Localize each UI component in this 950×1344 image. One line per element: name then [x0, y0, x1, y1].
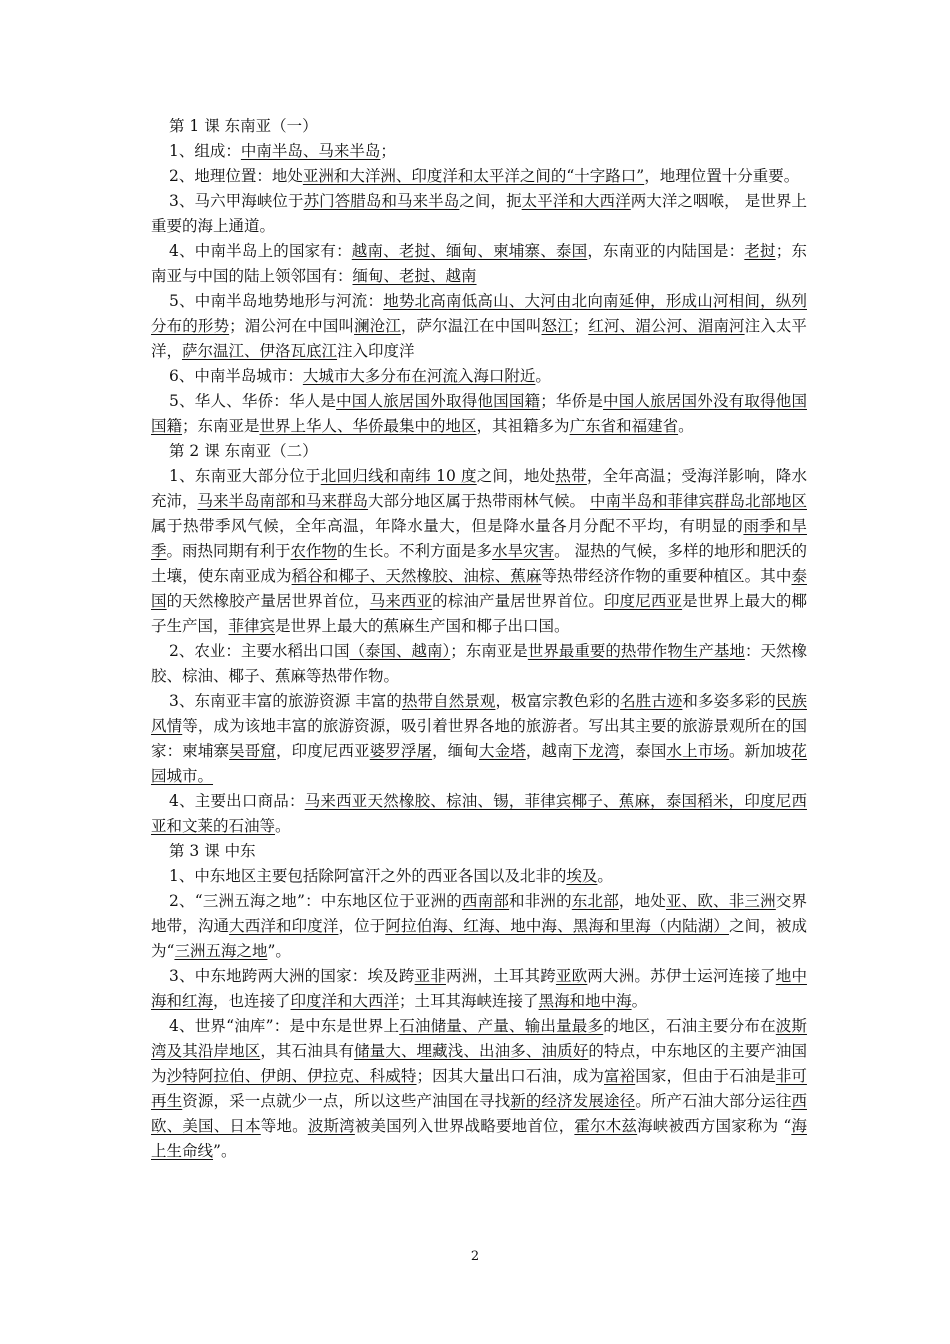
- lesson-paragraph: [151, 789, 807, 839]
- key-term: 地势北高南低高山、大河由北向南延伸，形成山河相间，纵列分布的形势: [151, 292, 807, 335]
- lesson-paragraph: [151, 689, 807, 789]
- text-run: ，越南: [525, 742, 573, 760]
- key-term: 中国人旅居国外取得他国国籍: [336, 392, 541, 410]
- text-run: 1、东南亚大部分位于: [169, 467, 321, 485]
- text-run: 和非洲的: [509, 892, 572, 910]
- key-term: 波斯湾及其沿岸地区: [151, 1017, 807, 1060]
- text-run: 。: [631, 992, 648, 1010]
- key-term: 太平洋和大西洋: [521, 192, 631, 210]
- key-term: 马来西亚: [369, 592, 433, 610]
- text-run: ，其石油具有: [260, 1042, 355, 1060]
- key-term: 老挝: [744, 242, 776, 260]
- lesson-paragraph: [151, 364, 807, 389]
- lesson-paragraph: [151, 864, 807, 889]
- text-run: 是世界上最大的蕉麻生产国和椰子出口国。: [275, 617, 570, 635]
- text-run: 。新加坡: [728, 742, 792, 760]
- text-run: ，全年高温；受海洋影响，降水充沛，: [151, 467, 807, 510]
- key-term: 越南、老挝、缅甸、柬埔寨、泰国: [351, 242, 588, 260]
- key-term: 马来西亚天然橡胶、棕油、锡，菲律宾椰子、蕉麻，泰国稻米，印度尼西亚和文莱的石油等: [151, 792, 807, 835]
- key-term: 热带: [555, 467, 587, 485]
- key-term: 非可再生: [151, 1067, 807, 1110]
- key-term: 大城市大多分布在河流入海口附近: [302, 367, 536, 385]
- text-run: 2、地理位置：地处: [169, 167, 303, 185]
- text-run: 属于热带季风气候，全年高温，年降水量大，但是降水量各月分配不平均，有明显的: [151, 517, 744, 535]
- text-run: 等热带经济作物的重要种植区。其中: [541, 567, 792, 585]
- text-run: 海峡被西方国家称为 “: [637, 1117, 792, 1135]
- key-term: 大西洋和印度洋: [229, 917, 339, 935]
- key-term: 西南部: [461, 892, 510, 910]
- text-run: 2、“三洲五海之地”：中东地区位于亚洲的: [169, 892, 462, 910]
- key-term: 亚洲和大洋洲、印度洋和太平洋之间的“十字路口”: [302, 167, 645, 185]
- text-run: 大部分地区属于热带雨林气候。: [368, 492, 590, 510]
- text-run: 交界地带，沟通: [151, 892, 807, 935]
- text-run: 4、世界“油库”：是中东是世界上: [169, 1017, 400, 1035]
- text-run: 的特点，中东地区的主要产油国为: [151, 1042, 807, 1085]
- text-run: 两大洲。苏伊士运河连接了: [587, 967, 776, 985]
- text-run: 。 湿热的气候，多样的地形和肥沃的土壤，使东南亚成为: [151, 542, 808, 585]
- text-run: 的天然橡胶产量居世界首位，: [166, 592, 370, 610]
- lesson-paragraph: [151, 1014, 807, 1164]
- key-term: 婆罗浮屠: [369, 742, 433, 760]
- key-term: 富裕: [603, 1067, 636, 1085]
- text-run: 是世界上最大的椰子生产国，: [151, 592, 807, 635]
- key-term: 红河、湄公河、湄南河: [588, 317, 745, 335]
- text-run: 1、中东地区主要包括除阿富汗之外的西亚各国以及北非的: [169, 867, 567, 885]
- text-run: 3、马六甲海峡位于: [169, 192, 304, 210]
- key-term: （泰国、越南）: [349, 642, 451, 660]
- text-run: 。: [535, 367, 551, 385]
- text-run: 等地。: [260, 1117, 308, 1135]
- text-run: 4、主要出口商品：: [169, 792, 305, 810]
- text-run: ：天然橡胶、棕油、椰子、蕉麻等热带作物。: [151, 642, 807, 685]
- key-term: 民族风情: [151, 692, 807, 735]
- key-term: 广东省和福建省: [569, 417, 679, 435]
- text-run: 国家，但由于石油是: [635, 1067, 776, 1085]
- text-run: 和多姿多彩的: [682, 692, 776, 710]
- text-run: 被美国列入世界战略要地首位，: [354, 1117, 575, 1135]
- text-run: ，其祖籍多为: [476, 417, 570, 435]
- lesson-paragraph: [151, 239, 807, 289]
- text-run: ；土耳其海峡连接了: [399, 992, 539, 1010]
- key-term: 大金塔: [479, 742, 526, 760]
- text-run: 5、华人、华侨：华人是: [169, 392, 337, 410]
- lesson-paragraph: [151, 289, 807, 364]
- text-run: 6、中南半岛城市：: [169, 367, 303, 385]
- key-term: 西欧、美国、日本: [151, 1092, 807, 1135]
- lesson-paragraph: [151, 164, 807, 189]
- text-run: 之间，被成为“: [151, 917, 807, 960]
- text-run: 。: [678, 417, 694, 435]
- text-run: 等，成为该地丰富的旅游资源，吸引着世界各地的旅游者。写出其主要的旅游景观所在的国家：柬埔寨: [151, 717, 807, 760]
- text-run: 注入太平洋，: [151, 317, 807, 360]
- page-number: 2: [470, 1249, 480, 1264]
- text-run: 之间，地处: [476, 467, 556, 485]
- text-run: ，极富宗教色彩的: [495, 692, 621, 710]
- key-term: 中南半岛、马来半岛: [240, 142, 381, 160]
- text-run: 两大洋之咽喉， 是世界上重要的海上通道。: [151, 192, 807, 235]
- text-run: ，缅甸: [432, 742, 480, 760]
- lesson-heading: 第 1 课 东南亚（一）: [169, 117, 318, 135]
- key-term: 世界最重要的热带作物生产基地: [527, 642, 745, 660]
- key-term: 吴哥窟: [229, 742, 276, 760]
- text-run: ；湄公河在中国叫: [229, 317, 355, 335]
- key-term: 菲律宾: [228, 617, 276, 635]
- key-term: 印度尼西亚: [604, 592, 683, 610]
- text-run: ，泰国: [619, 742, 667, 760]
- key-term: 东北部: [571, 892, 619, 910]
- key-term: 农作物: [290, 542, 338, 560]
- key-term: 亚、欧、非三洲: [665, 892, 776, 910]
- lesson-heading: 第 2 课 东南亚（二）: [169, 442, 318, 460]
- text-run: 的棕油产量居世界首位。: [432, 592, 604, 610]
- key-term: 阿拉伯海、红海、地中海、黑海和里海（内陆湖）: [385, 917, 729, 935]
- key-term: 怒江: [541, 317, 573, 335]
- key-term: 花园城市。: [151, 742, 807, 785]
- text-run: ，东南亚的内陆国是：: [587, 242, 745, 260]
- key-term: 波斯湾: [307, 1117, 355, 1135]
- document-body: [151, 114, 807, 1164]
- key-term: 储量大、埋藏浅、出油多、油质好: [354, 1042, 589, 1060]
- key-term: 石油储量、产量、输出量最多: [399, 1017, 604, 1035]
- key-term: 澜沧江: [354, 317, 401, 335]
- text-run: 注入印度洋: [337, 342, 415, 360]
- key-term: 埃及: [566, 867, 598, 885]
- key-term: 世界上华人、华侨最集中的地区: [259, 417, 477, 435]
- key-term: 中国人旅居国外没有取得他国国籍: [151, 392, 807, 435]
- lesson-paragraph: [151, 389, 807, 439]
- text-run: 2、农业：主要水稻出口国: [169, 642, 350, 660]
- key-term: 中南半岛和菲律宾群岛北部地区: [589, 492, 807, 510]
- key-term: 萨尔温江、伊洛瓦底江: [182, 342, 338, 360]
- text-run: ，地理位置十分重要。: [644, 167, 800, 185]
- key-term: 泰国: [151, 567, 807, 610]
- key-term: 热带自然景观: [402, 692, 496, 710]
- lesson-paragraph: [151, 139, 807, 164]
- lesson-paragraph: [151, 639, 807, 689]
- key-term: 霍尔木兹: [574, 1117, 638, 1135]
- text-run: 1、组成：: [169, 142, 241, 160]
- text-run: 。雨热同期有利于: [166, 542, 291, 560]
- lesson-paragraph: [151, 889, 807, 964]
- lesson-paragraph: [151, 464, 807, 639]
- text-run: ，地处: [618, 892, 666, 910]
- key-term: 北回归线和南纬 10 度: [320, 467, 477, 485]
- text-run: 资源，采一点就少一点，所以这些产油国在寻找: [182, 1092, 511, 1110]
- text-run: ；: [572, 317, 589, 335]
- key-term: 亚非: [414, 967, 446, 985]
- key-term: 地中海和红海: [151, 967, 807, 1010]
- key-term: 黑海和地中海: [538, 992, 632, 1010]
- key-term: 下龙湾: [572, 742, 620, 760]
- text-run: 。所产石油大部分运往: [635, 1092, 792, 1110]
- key-term: 三洲五海之地: [174, 942, 268, 960]
- text-run: ，印度尼西亚: [275, 742, 370, 760]
- text-run: ”。: [267, 942, 291, 960]
- text-run: 之间，扼: [459, 192, 522, 210]
- text-run: 的地区，石油主要分布在: [603, 1017, 776, 1035]
- text-run: 两洲，土耳其跨: [446, 967, 556, 985]
- text-run: ；东南亚是: [450, 642, 528, 660]
- text-run: ；因其大量出口石油，成为: [416, 1067, 604, 1085]
- key-term: 马来半岛南部和马来群岛: [197, 492, 369, 510]
- lesson-heading: 第 3 课 中东: [169, 842, 256, 860]
- key-term: 水旱灾害: [492, 542, 555, 560]
- text-run: ”。: [213, 1142, 237, 1160]
- text-run: ，也连接了: [213, 992, 291, 1010]
- text-run: 3、中东地跨两大洲的国家：埃及跨: [169, 967, 415, 985]
- text-run: 的生长。不利方面是多: [337, 542, 493, 560]
- key-term: 名胜古迹: [620, 692, 683, 710]
- text-run: ，萨尔温江在中国叫: [400, 317, 542, 335]
- key-term: 苏门答腊岛和马来半岛: [303, 192, 460, 210]
- text-run: 3、东南亚丰富的旅游资源 丰富的: [169, 692, 403, 710]
- lesson-paragraph: [151, 189, 807, 239]
- key-term: 亚欧: [555, 967, 588, 985]
- key-term: 新的经济发展途径: [510, 1092, 636, 1110]
- key-term: 沙特阿拉伯、伊朗、伊拉克、科威特: [166, 1067, 417, 1085]
- text-run: ；华侨是: [540, 392, 604, 410]
- lesson-paragraph: [151, 964, 807, 1014]
- text-run: ，位于: [338, 917, 386, 935]
- text-run: 4、中南半岛上的国家有：: [169, 242, 352, 260]
- text-run: ；东南亚是: [182, 417, 260, 435]
- text-run: ；: [380, 142, 396, 160]
- key-term: 印度洋和大西洋: [290, 992, 400, 1010]
- text-run: 。: [275, 817, 291, 835]
- text-run: 。: [597, 867, 613, 885]
- key-term: 海上生命线: [151, 1117, 807, 1160]
- key-term: 水上市场: [666, 742, 729, 760]
- key-term: 稻谷和椰子、天然橡胶、油棕、蕉麻: [291, 567, 542, 585]
- key-term: 缅甸、老挝、越南: [352, 267, 477, 285]
- text-run: 5、中南半岛地势地形与河流：: [169, 292, 384, 310]
- text-run: ；东南亚与中国的陆上领邻国有：: [151, 242, 807, 285]
- key-term: 雨季和旱季: [151, 517, 807, 560]
